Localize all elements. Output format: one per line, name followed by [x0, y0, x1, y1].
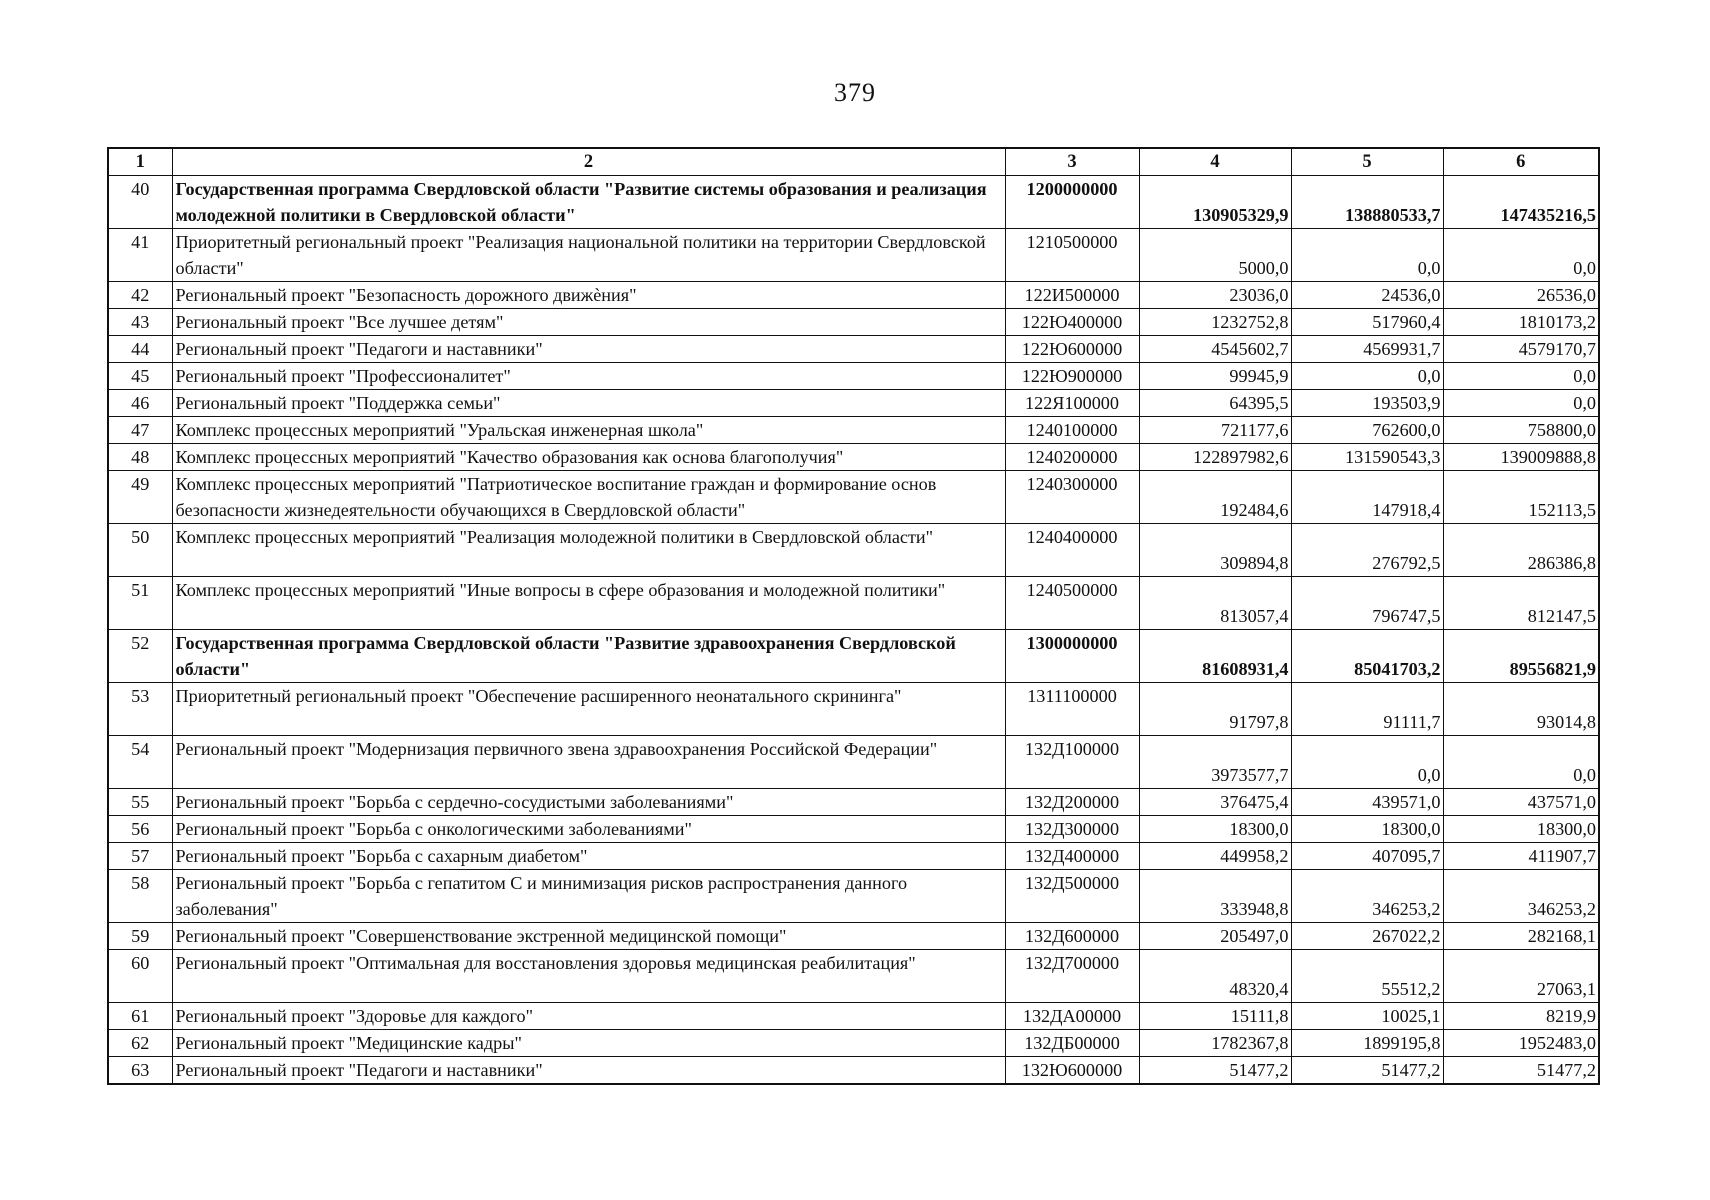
row-number: 59 [108, 923, 172, 950]
row-name: Региональный проект "Профессионалитет" [172, 363, 1005, 390]
column-header-5: 5 [1291, 148, 1443, 176]
row-code: 132Ю600000 [1005, 1057, 1139, 1085]
row-code: 122Ю400000 [1005, 309, 1139, 336]
row-code: 122И500000 [1005, 282, 1139, 309]
column-header-3: 3 [1005, 148, 1139, 176]
row-value-col5: 276792,5 [1291, 524, 1443, 577]
row-name: Комплекс процессных мероприятий "Патриотическое воспитание граждан и формирование основ безопасности жизнедеятельности обучающихся в Свердловской области" [172, 471, 1005, 524]
row-name: Региональный проект "Здоровье для каждого" [172, 1003, 1005, 1030]
row-code: 1240200000 [1005, 444, 1139, 471]
row-number: 40 [108, 176, 172, 229]
row-value-col5: 267022,2 [1291, 923, 1443, 950]
budget-table [107, 147, 1600, 1085]
row-name: Комплекс процессных мероприятий "Реализация молодежной политики в Свердловской области" [172, 524, 1005, 577]
row-name: Приоритетный региональный проект "Реализация национальной политики на территории Свердловской области" [172, 229, 1005, 282]
row-value-col5: 517960,4 [1291, 309, 1443, 336]
row-value-col5: 91111,7 [1291, 683, 1443, 736]
table-row [108, 282, 1599, 309]
table-row [108, 229, 1599, 282]
row-value-col4: 721177,6 [1139, 417, 1291, 444]
row-value-col6: 8219,9 [1443, 1003, 1599, 1030]
row-name: Региональный проект "Борьба с сахарным диабетом" [172, 843, 1005, 870]
table-row [108, 736, 1599, 789]
row-number: 61 [108, 1003, 172, 1030]
row-value-col4: 309894,8 [1139, 524, 1291, 577]
row-code: 132Д600000 [1005, 923, 1139, 950]
table-row [108, 843, 1599, 870]
row-code: 1200000000 [1005, 176, 1139, 229]
row-value-col6: 1952483,0 [1443, 1030, 1599, 1057]
table-row [108, 417, 1599, 444]
row-value-col4: 18300,0 [1139, 816, 1291, 843]
row-value-col4: 3973577,7 [1139, 736, 1291, 789]
row-name: Региональный проект "Медицинские кадры" [172, 1030, 1005, 1057]
row-number: 50 [108, 524, 172, 577]
table-row [108, 577, 1599, 630]
row-number: 41 [108, 229, 172, 282]
row-value-col6: 0,0 [1443, 390, 1599, 417]
row-value-col6: 286386,8 [1443, 524, 1599, 577]
row-value-col4: 51477,2 [1139, 1057, 1291, 1085]
row-name: Региональный проект "Поддержка семьи" [172, 390, 1005, 417]
row-value-col5: 407095,7 [1291, 843, 1443, 870]
row-code: 1240300000 [1005, 471, 1139, 524]
table-row [108, 923, 1599, 950]
table-row [108, 390, 1599, 417]
row-number: 55 [108, 789, 172, 816]
row-code: 132Д700000 [1005, 950, 1139, 1003]
row-value-col6: 139009888,8 [1443, 444, 1599, 471]
row-value-col6: 4579170,7 [1443, 336, 1599, 363]
table-row [108, 630, 1599, 683]
row-value-col5: 138880533,7 [1291, 176, 1443, 229]
row-value-col6: 93014,8 [1443, 683, 1599, 736]
table-row [108, 789, 1599, 816]
row-name: Региональный проект "Педагоги и наставники" [172, 336, 1005, 363]
row-value-col4: 333948,8 [1139, 870, 1291, 923]
table-row [108, 870, 1599, 923]
row-number: 57 [108, 843, 172, 870]
row-value-col5: 4569931,7 [1291, 336, 1443, 363]
row-name: Региональный проект "Борьба с гепатитом С и минимизация рисков распространения данного заболевания" [172, 870, 1005, 923]
row-number: 56 [108, 816, 172, 843]
row-value-col4: 130905329,9 [1139, 176, 1291, 229]
row-number: 49 [108, 471, 172, 524]
row-value-col5: 0,0 [1291, 736, 1443, 789]
row-name: Государственная программа Свердловской области "Развитие системы образования и реализация молодежной политики в Свердловской области" [172, 176, 1005, 229]
row-value-col4: 205497,0 [1139, 923, 1291, 950]
row-name: Региональный проект "Оптимальная для восстановления здоровья медицинская реабилитация" [172, 950, 1005, 1003]
row-number: 53 [108, 683, 172, 736]
row-value-col6: 147435216,5 [1443, 176, 1599, 229]
row-code: 132Д100000 [1005, 736, 1139, 789]
row-code: 1240100000 [1005, 417, 1139, 444]
row-value-col4: 5000,0 [1139, 229, 1291, 282]
row-value-col5: 55512,2 [1291, 950, 1443, 1003]
row-value-col6: 346253,2 [1443, 870, 1599, 923]
row-code: 122Я100000 [1005, 390, 1139, 417]
row-value-col4: 122897982,6 [1139, 444, 1291, 471]
row-value-col5: 346253,2 [1291, 870, 1443, 923]
row-value-col6: 89556821,9 [1443, 630, 1599, 683]
row-value-col4: 192484,6 [1139, 471, 1291, 524]
table-row [108, 1003, 1599, 1030]
row-number: 47 [108, 417, 172, 444]
row-value-col5: 0,0 [1291, 363, 1443, 390]
row-number: 52 [108, 630, 172, 683]
row-code: 1311100000 [1005, 683, 1139, 736]
table-row [108, 1030, 1599, 1057]
row-value-col6: 51477,2 [1443, 1057, 1599, 1085]
row-code: 1240400000 [1005, 524, 1139, 577]
row-value-col4: 449958,2 [1139, 843, 1291, 870]
row-code: 132ДБ00000 [1005, 1030, 1139, 1057]
row-value-col4: 99945,9 [1139, 363, 1291, 390]
row-value-col6: 152113,5 [1443, 471, 1599, 524]
row-value-col4: 813057,4 [1139, 577, 1291, 630]
row-code: 1240500000 [1005, 577, 1139, 630]
row-value-col6: 758800,0 [1443, 417, 1599, 444]
table-row [108, 176, 1599, 229]
row-name: Региональный проект "Педагоги и наставники" [172, 1057, 1005, 1085]
row-value-col5: 10025,1 [1291, 1003, 1443, 1030]
table-header-row [108, 148, 1599, 176]
row-value-col6: 0,0 [1443, 363, 1599, 390]
row-code: 122Ю600000 [1005, 336, 1139, 363]
table-row [108, 363, 1599, 390]
row-name: Государственная программа Свердловской области "Развитие здравоохранения Свердловской области" [172, 630, 1005, 683]
page-number: 379 [834, 78, 876, 107]
table-row [108, 816, 1599, 843]
row-code: 132Д300000 [1005, 816, 1139, 843]
row-value-col5: 762600,0 [1291, 417, 1443, 444]
row-code: 132ДА00000 [1005, 1003, 1139, 1030]
column-header-4: 4 [1139, 148, 1291, 176]
row-name: Региональный проект "Все лучшее детям" [172, 309, 1005, 336]
row-name: Комплекс процессных мероприятий "Уральская инженерная школа" [172, 417, 1005, 444]
row-value-col4: 48320,4 [1139, 950, 1291, 1003]
row-value-col6: 27063,1 [1443, 950, 1599, 1003]
row-value-col4: 64395,5 [1139, 390, 1291, 417]
row-value-col6: 1810173,2 [1443, 309, 1599, 336]
table-row [108, 683, 1599, 736]
table-row [108, 1057, 1599, 1085]
row-code: 122Ю900000 [1005, 363, 1139, 390]
row-value-col5: 147918,4 [1291, 471, 1443, 524]
row-name: Комплекс процессных мероприятий "Качество образования как основа благополучия" [172, 444, 1005, 471]
row-number: 44 [108, 336, 172, 363]
row-number: 54 [108, 736, 172, 789]
row-name: Региональный проект "Борьба с онкологическими заболеваниями" [172, 816, 1005, 843]
row-value-col4: 1232752,8 [1139, 309, 1291, 336]
row-value-col6: 812147,5 [1443, 577, 1599, 630]
row-value-col4: 1782367,8 [1139, 1030, 1291, 1057]
row-name: Приоритетный региональный проект "Обеспечение расширенного неонатального скрининга" [172, 683, 1005, 736]
row-value-col5: 1899195,8 [1291, 1030, 1443, 1057]
row-code: 1300000000 [1005, 630, 1139, 683]
row-value-col5: 0,0 [1291, 229, 1443, 282]
row-value-col5: 24536,0 [1291, 282, 1443, 309]
row-name: Региональный проект "Совершенствование экстренной медицинской помощи" [172, 923, 1005, 950]
row-value-col5: 131590543,3 [1291, 444, 1443, 471]
row-value-col4: 81608931,4 [1139, 630, 1291, 683]
table-row [108, 950, 1599, 1003]
row-value-col6: 0,0 [1443, 229, 1599, 282]
row-number: 45 [108, 363, 172, 390]
table-body [108, 176, 1599, 1085]
table-row [108, 336, 1599, 363]
row-name: Комплекс процессных мероприятий "Иные вопросы в сфере образования и молодежной политики" [172, 577, 1005, 630]
row-value-col6: 18300,0 [1443, 816, 1599, 843]
row-value-col6: 282168,1 [1443, 923, 1599, 950]
column-header-1: 1 [108, 148, 172, 176]
row-number: 63 [108, 1057, 172, 1085]
table-row [108, 524, 1599, 577]
row-number: 48 [108, 444, 172, 471]
row-number: 42 [108, 282, 172, 309]
table-row [108, 309, 1599, 336]
row-value-col6: 437571,0 [1443, 789, 1599, 816]
row-name: Региональный проект "Борьба с сердечно-сосудистыми заболеваниями" [172, 789, 1005, 816]
row-number: 58 [108, 870, 172, 923]
column-header-6: 6 [1443, 148, 1599, 176]
row-value-col6: 411907,7 [1443, 843, 1599, 870]
row-value-col6: 26536,0 [1443, 282, 1599, 309]
row-number: 43 [108, 309, 172, 336]
row-value-col4: 15111,8 [1139, 1003, 1291, 1030]
row-code: 132Д500000 [1005, 870, 1139, 923]
row-number: 51 [108, 577, 172, 630]
row-value-col5: 193503,9 [1291, 390, 1443, 417]
table-row [108, 444, 1599, 471]
row-value-col6: 0,0 [1443, 736, 1599, 789]
row-value-col5: 796747,5 [1291, 577, 1443, 630]
row-value-col4: 23036,0 [1139, 282, 1291, 309]
row-code: 132Д400000 [1005, 843, 1139, 870]
row-number: 62 [108, 1030, 172, 1057]
row-value-col4: 376475,4 [1139, 789, 1291, 816]
row-name: Региональный проект "Модернизация первичного звена здравоохранения Российской Федерации" [172, 736, 1005, 789]
row-value-col5: 439571,0 [1291, 789, 1443, 816]
row-number: 60 [108, 950, 172, 1003]
table-row [108, 471, 1599, 524]
column-header-2: 2 [172, 148, 1005, 176]
row-value-col5: 85041703,2 [1291, 630, 1443, 683]
row-code: 132Д200000 [1005, 789, 1139, 816]
row-value-col4: 4545602,7 [1139, 336, 1291, 363]
row-value-col5: 18300,0 [1291, 816, 1443, 843]
row-number: 46 [108, 390, 172, 417]
row-name: Региональный проект "Безопасность дорожного движѐния" [172, 282, 1005, 309]
row-code: 1210500000 [1005, 229, 1139, 282]
row-value-col4: 91797,8 [1139, 683, 1291, 736]
row-value-col5: 51477,2 [1291, 1057, 1443, 1085]
